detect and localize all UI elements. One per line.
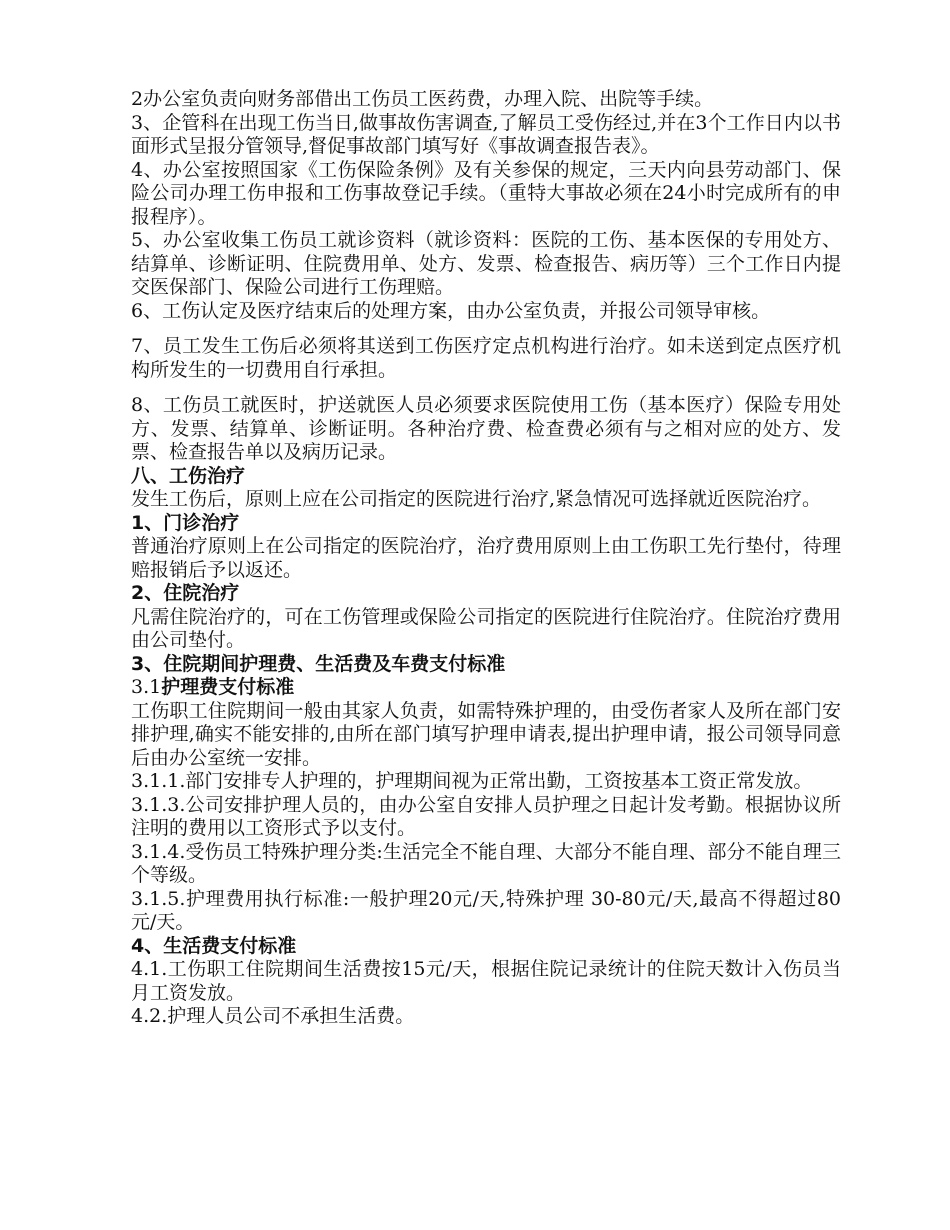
subsection-heading: 4、生活费支付标准 xyxy=(131,934,297,957)
subsection-heading: 2、住院治疗 xyxy=(131,582,240,604)
paragraph: 5、办公室收集工伤员工就诊资料（就诊资料：医院的工伤、基本医保的专用处方、结算单、诊断证明、住院费用单、处方、发票、检查报告、病历等）三个工作日内提交医保部门、保险公司进行工伤理赔。 xyxy=(131,229,841,298)
paragraph: 工伤职工住院期间一般由其家人负责，如需特殊护理的，由受伤者家人及所在部门安排护理,确实不能安排的,由所在部门填写护理申请表,提出护理申请，报公司领导同意后由办公室统一安排。 xyxy=(131,699,841,769)
paragraph: 4.1.工伤职工住院期间生活费按15元/天，根据住院记录统计的住院天数计入伤员当月工资发放。 xyxy=(131,958,841,1004)
paragraph: 2办公室负责向财务部借出工伤员工医药费，办理入院、出院等手续。 xyxy=(131,88,714,110)
paragraph: 4、办公室按照国家《工伤保险条例》及有关参保的规定，三天内向县劳动部门、保险公司办理工伤申报和工伤事故登记手续。（重特大事故必须在24小时完成所有的申报程序）。 xyxy=(131,158,841,228)
paragraph: 凡需住院治疗的，可在工伤管理或保险公司指定的医院进行住院治疗。住院治疗费用由公司垫付。 xyxy=(131,605,841,651)
paragraph: 3.1.5.护理费用执行标准:一般护理20元/天,特殊护理 30-80元/天,最高不得超过80元/天。 xyxy=(131,887,841,933)
paragraph: 3.1.4.受伤员工特殊护理分类:生活完全不能自理、大部分不能自理、部分不能自理三个等级。 xyxy=(131,840,841,886)
subsection-heading xyxy=(131,676,841,700)
paragraph: 发生工伤后，原则上应在公司指定的医院进行治疗,紧急情况可选择就近医院治疗。 xyxy=(131,488,822,510)
paragraph: 8、工伤员工就医时，护送就医人员必须要求医院使用工伤（基本医疗）保险专用处方、发票、结算单、诊断证明。各种治疗费、检查费必须有与之相对应的处方、发票、检查报告单以及病历记录。 xyxy=(131,394,841,463)
paragraph: 4.2.护理人员公司不承担生活费。 xyxy=(131,1005,415,1027)
section-heading: 八、工伤治疗 xyxy=(131,464,246,487)
paragraph: 3.1.1.部门安排专人护理的，护理期间视为正常出勤，工资按基本工资正常发放。 xyxy=(131,770,813,792)
heading-text: 护理费支付标准 xyxy=(161,676,295,698)
paragraph: 7、员工发生工伤后必须将其送到工伤医疗定点机构进行治疗。如未送到定点医疗机构所发生的一切费用自行承担。 xyxy=(131,335,841,381)
paragraph: 6、工伤认定及医疗结束后的处理方案，由办公室负责，并报公司领导审核。 xyxy=(131,299,771,322)
paragraph: 3.1.3.公司安排护理人员的，由办公室自安排人员护理之日起计发考勤。根据协议所注明的费用以工资形式予以支付。 xyxy=(131,793,841,839)
subsection-heading: 1、门诊治疗 xyxy=(131,511,240,534)
paragraph: 普通治疗原则上在公司指定的医院治疗，治疗费用原则上由工伤职工先行垫付，待理赔报销后予以返还。 xyxy=(131,535,841,581)
subsection-heading: 3、住院期间护理费、生活费及车费支付标准 xyxy=(131,652,506,675)
heading-number: 3.1 xyxy=(131,676,162,698)
paragraph: 3、企管科在出现工伤当日,做事故伤害调查,了解员工受伤经过,并在3个工作日内以书面形式呈报分管领导,督促事故部门填写好《事故调查报告表》。 xyxy=(131,111,841,157)
document-page xyxy=(131,88,841,1029)
